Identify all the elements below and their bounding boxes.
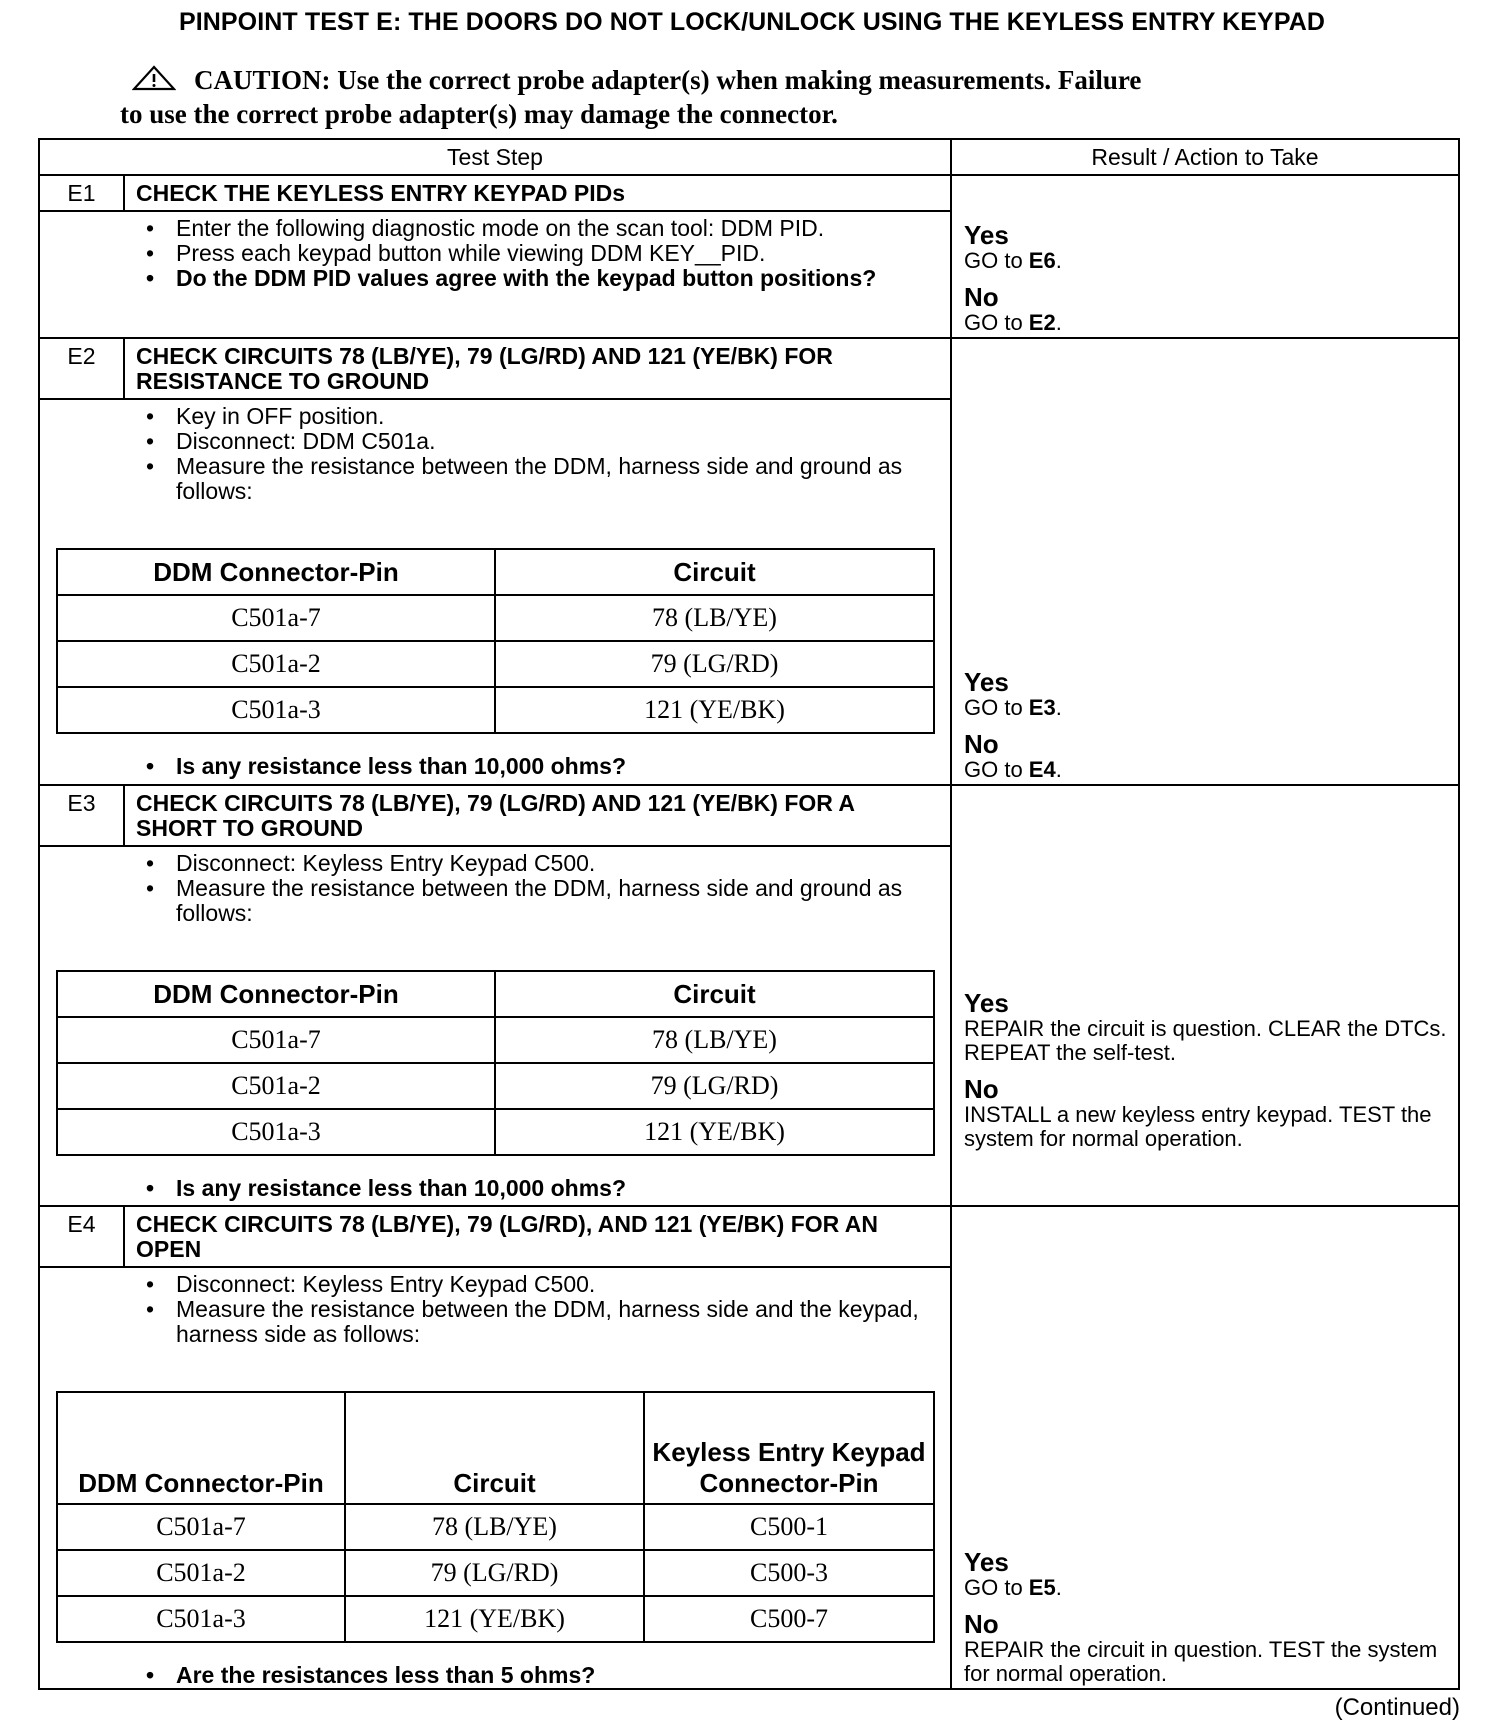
pin-col-header: DDM Connector-Pin [57,1392,345,1504]
step-row-e4 [39,1206,1459,1689]
table-header-row [39,139,1459,175]
result-cell-e2 [951,338,1459,785]
pin-cell: C501a-2 [57,1550,345,1596]
step-cell-e4 [39,1206,951,1689]
circuit-cell: 121 (YE/BK) [345,1596,644,1642]
list-item: • Disconnect: DDM C501a. [54,429,934,454]
list-item: • Measure the resistance between the DDM, harness side and the keypad, harness side as follows: [54,1297,934,1347]
yes-label: Yes [964,988,1009,1018]
step-body [40,212,950,291]
step-question: • Is any resistance less than 10,000 ohms? [54,1176,934,1201]
pin-cell: C501a-3 [57,687,495,733]
circuit-cell: 121 (YE/BK) [495,1109,934,1155]
step-body [40,847,950,1201]
col-result: Result / Action to Take [951,139,1459,175]
result-cell-e1 [951,175,1459,338]
step-cell-e2 [39,338,951,785]
pin-cell: C501a-3 [57,1596,345,1642]
pin-col-header: DDM Connector-Pin [57,971,495,1017]
circuit-cell: 78 (LB/YE) [495,1017,934,1063]
keypad-pin-cell: C500-1 [644,1504,934,1550]
no-target[interactable]: E2 [1028,310,1056,335]
list-item: • Key in OFF position. [54,404,934,429]
list-item: • Measure the resistance between the DDM, harness side and ground as follows: [54,876,934,926]
yes-action: GO to E5. [964,1575,1062,1600]
circuit-cell: 78 (LB/YE) [345,1504,644,1550]
no-action: GO to E4. [964,757,1062,782]
results [964,989,1454,1151]
pin-table [56,548,935,734]
circuit-cell: 79 (LG/RD) [345,1550,644,1596]
pin-table-header [57,1392,934,1504]
table-row [57,1017,934,1063]
no-label: No [964,282,999,312]
results [964,1548,1454,1686]
step-title: CHECK CIRCUITS 78 (LB/YE), 79 (LG/RD) AND 121 (YE/BK) FOR RESISTANCE TO GROUND [136,343,833,394]
step-header [40,786,950,847]
pin-cell: C501a-2 [57,641,495,687]
pin-cell: C501a-2 [57,1063,495,1109]
pin-table [56,970,935,1156]
yes-action: GO to E6. [964,248,1062,273]
yes-target[interactable]: E3 [1028,695,1056,720]
circuit-cell: 78 (LB/YE) [495,595,934,641]
list-item: • Enter the following diagnostic mode on the scan tool: DDM PID. [54,216,934,241]
step-cell-e1 [39,175,951,338]
pin-col-header: Keyless Entry Keypad Connector-Pin [644,1392,934,1504]
step-header [40,339,950,400]
step-cell-e3 [39,785,951,1206]
list-item: • Measure the resistance between the DDM, harness side and ground as follows: [54,454,934,504]
caution-line-1 [120,64,1340,98]
table-row [57,1109,934,1155]
step-question: • Are the resistances less than 5 ohms? [54,1663,934,1688]
result-cell-e3 [951,785,1459,1206]
table-row [57,1596,934,1642]
yes-action: GO to E3. [964,695,1062,720]
pin-col-header: Circuit [495,549,934,595]
circuit-cell: 79 (LG/RD) [495,641,934,687]
list-item: • Disconnect: Keyless Entry Keypad C500. [54,1272,934,1297]
pin-cell: C501a-7 [57,1017,495,1063]
no-label: No [964,1609,999,1639]
list-item: • Press each keypad button while viewing DDM KEY__PID. [54,241,934,266]
step-body [40,400,950,779]
step-body [40,1268,950,1688]
no-action: REPAIR the circuit in question. TEST the system for normal operation. [964,1637,1438,1686]
pin-col-header: DDM Connector-Pin [57,549,495,595]
no-target[interactable]: E4 [1028,757,1056,782]
step-id: E1 [40,176,125,210]
no-action: INSTALL a new keyless entry keypad. TEST the system for normal operation. [964,1102,1432,1151]
keypad-pin-cell: C500-7 [644,1596,934,1642]
page-title: PINPOINT TEST E: THE DOORS DO NOT LOCK/UNLOCK USING THE KEYLESS ENTRY KEYPAD [178,8,1326,36]
step-row-e2 [39,338,1459,785]
yes-label: Yes [964,1547,1009,1577]
caution-notice [120,64,1340,130]
yes-target[interactable]: E6 [1028,248,1056,273]
step-id: E2 [40,339,125,398]
pin-cell: C501a-7 [57,1504,345,1550]
circuit-cell: 121 (YE/BK) [495,687,934,733]
step-id: E4 [40,1207,125,1266]
step-row-e3 [39,785,1459,1206]
step-question: • Do the DDM PID values agree with the keypad button positions? [54,266,934,291]
no-label: No [964,1074,999,1104]
yes-action: REPAIR the circuit is question. CLEAR the DTCs. REPEAT the self-test. [964,1016,1447,1065]
pin-table-header [57,549,934,595]
caution-text-1: CAUTION: Use the correct probe adapter(s) when making measurements. Failure [194,65,1142,95]
step-title: CHECK CIRCUITS 78 (LB/YE), 79 (LG/RD), AND 121 (YE/BK) FOR AN OPEN [136,1211,879,1262]
step-header [40,176,950,212]
table-row [57,641,934,687]
step-title: CHECK CIRCUITS 78 (LB/YE), 79 (LG/RD) AND 121 (YE/BK) FOR A SHORT TO GROUND [136,790,855,841]
table-row [57,1063,934,1109]
yes-label: Yes [964,667,1009,697]
table-row [57,687,934,733]
table-row [57,1504,934,1550]
table-row [57,1550,934,1596]
no-label: No [964,729,999,759]
col-test-step: Test Step [39,139,951,175]
step-header [40,1207,950,1268]
pin-table [56,1391,935,1643]
yes-label: Yes [964,220,1009,250]
pin-cell: C501a-7 [57,595,495,641]
step-row-e1 [39,175,1459,338]
circuit-cell: 79 (LG/RD) [495,1063,934,1109]
pin-col-header: Circuit [345,1392,644,1504]
pin-table-header [57,971,934,1017]
step-id: E3 [40,786,125,845]
step-question: • Is any resistance less than 10,000 ohms? [54,754,934,779]
step-title: CHECK THE KEYLESS ENTRY KEYPAD PIDs [136,180,626,206]
results [964,668,1454,782]
no-action: GO to E2. [964,310,1062,335]
result-cell-e4 [951,1206,1459,1689]
warning-triangle-icon [132,65,176,98]
table-row [57,595,934,641]
keypad-pin-cell: C500-3 [644,1550,934,1596]
caution-line-2: to use the correct probe adapter(s) may damage the connector. [120,99,838,129]
pinpoint-test-table [38,138,1460,1690]
pin-col-header: Circuit [495,971,934,1017]
results [964,221,1454,335]
pin-cell: C501a-3 [57,1109,495,1155]
list-item: • Disconnect: Keyless Entry Keypad C500. [54,851,934,876]
continued-note: (Continued) [1334,1694,1460,1721]
yes-target[interactable]: E5 [1028,1575,1056,1600]
